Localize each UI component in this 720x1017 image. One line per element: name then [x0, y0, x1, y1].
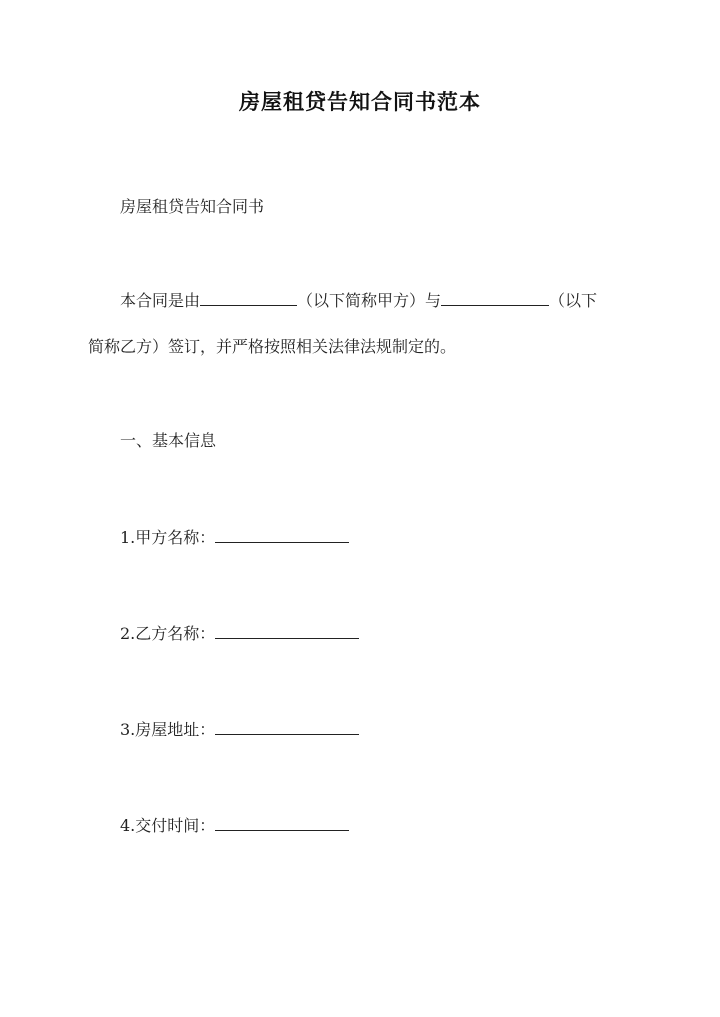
field-house-address	[120, 720, 359, 740]
field-label: 3.房屋地址：	[120, 720, 216, 739]
party-b-blank	[441, 291, 549, 306]
document-title: 房屋租贷告知合同书范本	[239, 89, 481, 114]
field-blank	[215, 720, 359, 735]
field-delivery-time	[120, 816, 349, 836]
field-label: 4.交付时间：	[120, 816, 216, 835]
field-blank	[215, 528, 349, 543]
field-blank	[215, 624, 359, 639]
field-blank	[215, 816, 349, 831]
section-heading: 一、基本信息	[120, 431, 217, 450]
intro-paragraph-line-2: 简称乙方）签订，并严格按照相关法律法规制定的。	[88, 337, 457, 356]
document-subtitle: 房屋租贷告知合同书	[120, 197, 265, 216]
field-label: 1.甲方名称：	[120, 528, 216, 547]
intro-text-part-3: （以下	[549, 291, 598, 310]
field-party-b-name	[120, 624, 359, 644]
field-party-a-name	[120, 528, 349, 548]
intro-paragraph-line-1	[120, 291, 597, 311]
field-label: 2.乙方名称：	[120, 624, 216, 643]
intro-text-part-2: （以下简称甲方）与	[297, 291, 442, 310]
party-a-blank	[200, 291, 297, 306]
intro-text-part-1: 本合同是由	[120, 291, 201, 310]
